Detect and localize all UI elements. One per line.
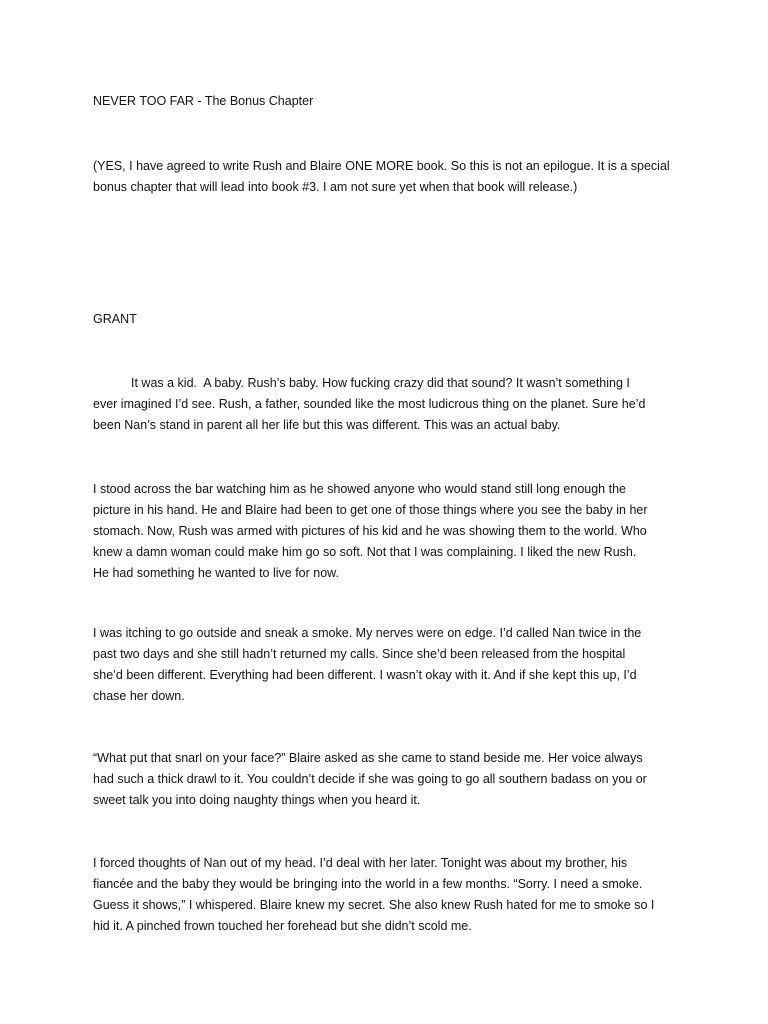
- paragraph: [93, 479, 733, 584]
- chapter-title-text: NEVER TOO FAR - The Bonus Chapter: [93, 94, 314, 108]
- paragraph: [93, 748, 733, 811]
- paragraph-line: “What put that snarl on your face?” Blaire asked as she came to stand beside me. Her voice always: [93, 751, 643, 765]
- paragraph-line: knew a damn woman could make him go so soft. Not that I was complaining. I liked the new Rush.: [93, 545, 637, 559]
- paragraph-line: I stood across the bar watching him as he showed anyone who would stand still long enough the: [93, 482, 626, 496]
- author-note-line: bonus chapter that will lead into book #3. I am not sure yet when that book will release.): [93, 180, 578, 194]
- author-note-line: (YES, I have agreed to write Rush and Blaire ONE MORE book. So this is not an epilogue. It is a special: [93, 159, 670, 173]
- paragraph-line: Guess it shows,” I whispered. Blaire knew my secret. She also knew Rush hated for me to smoke so I: [93, 898, 655, 912]
- paragraph-line: hid it. A pinched frown touched her forehead but she didn’t scold me.: [93, 919, 472, 933]
- paragraph-line: I was itching to go outside and sneak a smoke. My nerves were on edge. I’d called Nan twice in the: [93, 626, 642, 640]
- paragraph-line: been Nan’s stand in parent all her life but this was different. This was an actual baby.: [93, 418, 561, 432]
- paragraph-line: chase her down.: [93, 689, 185, 703]
- paragraph: [93, 373, 733, 436]
- paragraph-line: had such a thick drawl to it. You couldn’t decide if she was going to go all southern badass on you or: [93, 772, 647, 786]
- paragraph-line: she’d been different. Everything had been different. I wasn’t okay with it. And if she kept this up, I’d: [93, 668, 637, 682]
- paragraph-line: picture in his hand. He and Blaire had been to get one of those things where you see the baby in her: [93, 503, 648, 517]
- paragraph-line: fiancée and the baby they would be bringing into the world in a few months. “Sorry. I need a smoke.: [93, 877, 643, 891]
- section-heading: [93, 309, 733, 330]
- section-heading-text: GRANT: [93, 312, 137, 326]
- paragraph-line: It was a kid. A baby. Rush’s baby. How fucking crazy did that sound? It wasn’t something I: [131, 376, 630, 390]
- chapter-title: [93, 91, 733, 112]
- paragraph-line: stomach. Now, Rush was armed with pictures of his kid and he was showing them to the world. Who: [93, 524, 647, 538]
- author-note: [93, 156, 733, 198]
- paragraph-line: ever imagined I’d see. Rush, a father, sounded like the most ludicrous thing on the planet. Sure he’d: [93, 397, 646, 411]
- paragraph: [93, 623, 733, 707]
- paragraph-line: He had something he wanted to live for now.: [93, 566, 339, 580]
- paragraph: [93, 853, 733, 937]
- paragraph-line: sweet talk you into doing naughty things when you heard it.: [93, 793, 421, 807]
- paragraph-line: I forced thoughts of Nan out of my head. I’d deal with her later. Tonight was about my brother, his: [93, 856, 628, 870]
- paragraph-line: past two days and she still hadn’t returned my calls. Since she’d been released from the hospital: [93, 647, 626, 661]
